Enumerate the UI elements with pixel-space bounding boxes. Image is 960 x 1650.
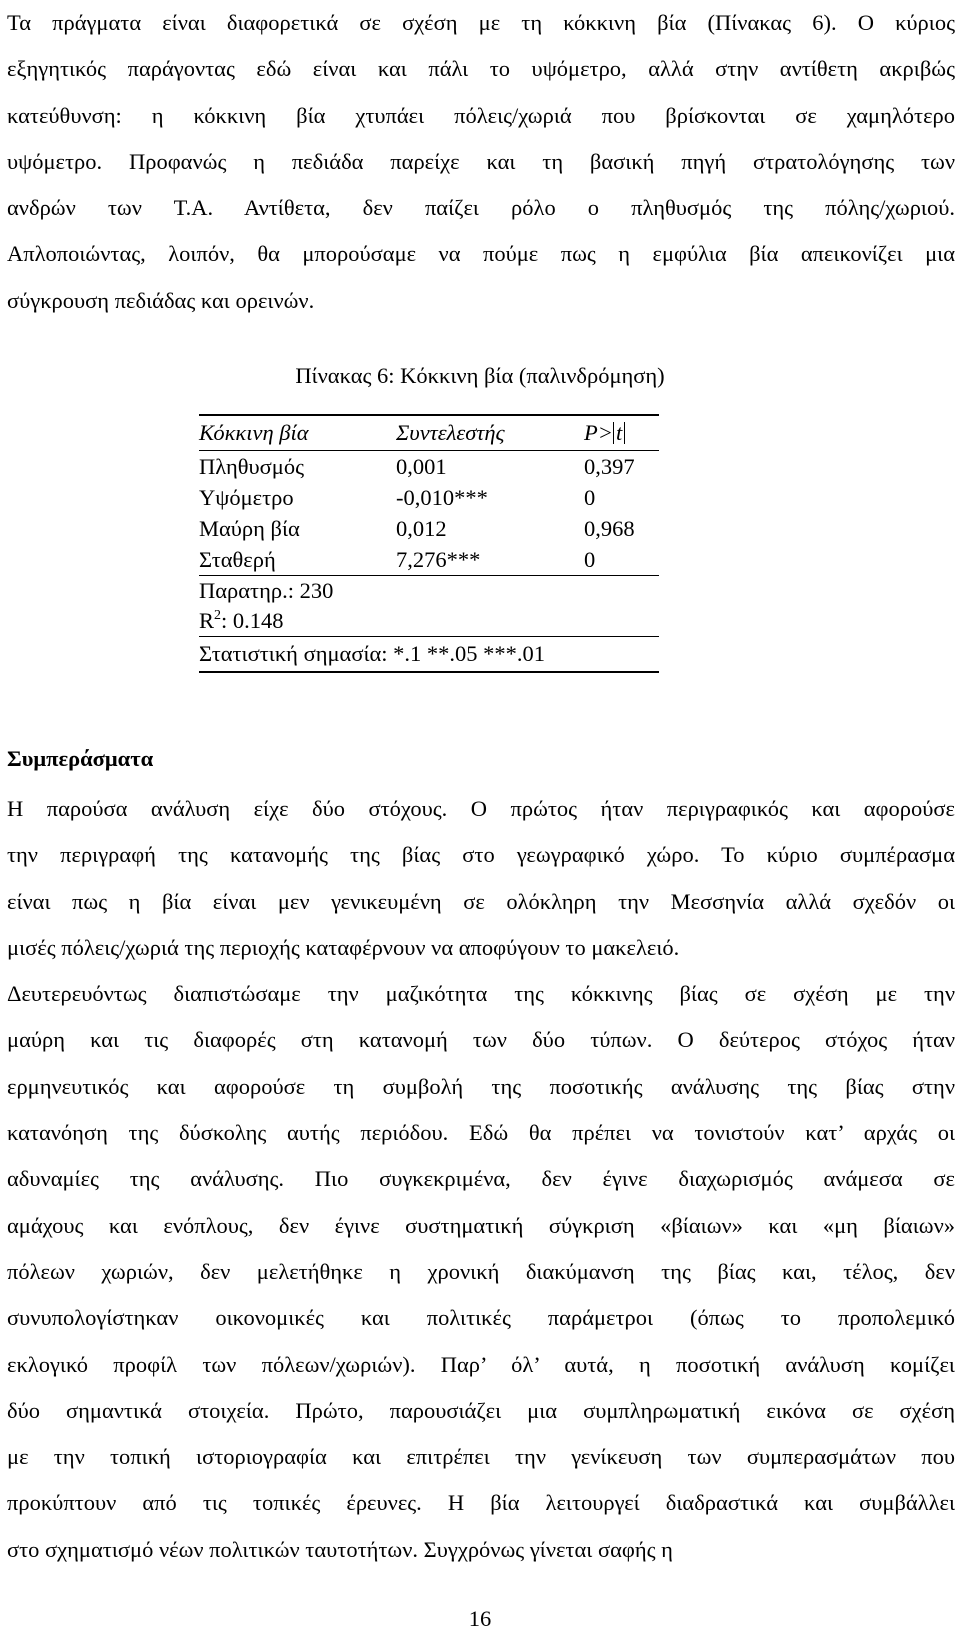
cell-p-value: 0,397 [584, 454, 635, 479]
text-line: προκύπτουν από τις τοπικές έρευνες. Η βία λειτουργεί διαδραστικά και συμβάλλει [7, 1490, 955, 1516]
significance-note: Στατιστική σημασία: *.1 **.05 ***.01 [199, 641, 546, 666]
table-header-row [199, 416, 659, 451]
cell-p-value: 0,968 [584, 516, 635, 541]
regression-table [199, 414, 659, 673]
header-p-t: t [613, 422, 625, 444]
cell-coefficient: 0,001 [396, 454, 447, 479]
table-row [199, 451, 659, 482]
header-p-value [584, 416, 625, 450]
text-line: Η παρούσα ανάλυση είχε δύο στόχους. Ο πρώτος ήταν περιγραφικός και αφορούσε [7, 796, 955, 821]
section-heading: Συμπεράσματα [7, 746, 154, 771]
table-row [199, 513, 659, 544]
text-line: δύο σημαντικά στοιχεία. Πρώτο, παρουσιάζει μια συμπληρωματική εικόνα σε σχέση [7, 1397, 955, 1423]
r-squared-superscript: 2 [214, 608, 222, 623]
text-line: σύγκρουση πεδιάδας και ορεινών. [7, 287, 315, 313]
cell-coefficient: 7,276*** [396, 547, 481, 572]
cell-variable: Πληθυσμός [199, 454, 304, 479]
text-line: ερμηνευτικός και αφορούσε τη συμβολή της ποσοτικής ανάλυσης της βίας στην [7, 1073, 955, 1099]
cell-coefficient: 0,012 [396, 516, 447, 541]
text-line: αμάχους και ενόπλους, δεν έγινε συστηματική σύγκριση «βίαιων» και «μη βίαιων» [7, 1212, 955, 1238]
intro-paragraph [7, 0, 955, 324]
table-row [199, 482, 659, 513]
cell-coefficient: -0,010*** [396, 485, 488, 510]
cell-p-value: 0 [584, 485, 596, 510]
r-squared-letter: R [199, 608, 215, 633]
text-line: αδυναμίες της ανάλυσης. Πιο συγκεκριμένα, δεν έγινε διαχωρισμός ανάμεσα σε [7, 1166, 955, 1192]
text-line: Απλοποιώντας, λοιπόν, θα μπορούσαμε να πούμε πως η εμφύλια βία απεικονίζει μια [7, 241, 955, 267]
text-line: με την τοπική ιστοριογραφία και επιτρέπει την γενίκευση των συμπερασμάτων που [7, 1444, 955, 1470]
text-line: εκλογικό προφίλ των πόλεων/χωριών). Παρ’ όλ’ αυτά, η ποσοτική ανάλυση κομίζει [7, 1351, 955, 1377]
cell-variable: Μαύρη βία [199, 516, 300, 541]
r-squared-value: : 0.148 [221, 608, 284, 633]
significance-row [199, 636, 659, 671]
header-variable: Κόκκινη βία [199, 420, 309, 445]
text-line: στο σχηματισμό νέων πολιτικών ταυτοτήτων. Συγχρόνως γίνεται σαφής η [7, 1536, 673, 1562]
r-squared-row [199, 606, 659, 636]
text-line: μαύρη και τις διαφορές στη κατανομή των δύο τύπων. Ο δεύτερος στόχος ήταν [7, 1027, 955, 1053]
r-squared-label [199, 606, 284, 636]
text-line: Δευτερευόντως διαπιστώσαμε την μαζικότητα της κόκκινης βίας σε σχέση με την [7, 981, 955, 1007]
cell-variable: Υψόμετρο [199, 485, 294, 510]
conclusions-paragraph [7, 786, 955, 1573]
header-p-prefix: P> [584, 420, 613, 445]
text-line: μισές πόλεις/χωριά της περιοχής καταφέρνουν να αποφύγουν το μακελειό. [7, 934, 680, 960]
text-line: εξηγητικός παράγοντας εδώ είναι και πάλι το υψόμετρο, αλλά στην αντίθετη ακριβώς [7, 56, 955, 82]
text-line: πόλεων χωριών, δεν μελετήθηκε η χρονική διακύμανση της βίας και, τέλος, δεν [7, 1258, 955, 1284]
table-caption: Πίνακας 6: Κόκκινη βία (παλινδρόμηση) [295, 363, 665, 388]
text-line: υψόμετρο. Προφανώς η πεδιάδα παρείχε και τη βασική πηγή στρατολόγησης των [7, 148, 955, 174]
text-line: είναι πως η βία είναι μεν γενικευμένη σε ολόκληρη την Μεσσηνία αλλά σχεδόν οι [7, 888, 955, 914]
cell-variable: Σταθερή [199, 547, 276, 572]
cell-p-value: 0 [584, 547, 596, 572]
text-line: ανδρών των Τ.Α. Αντίθετα, δεν παίζει ρόλο ο πληθυσμός της πόλης/χωριού. [7, 195, 955, 221]
header-coefficient: Συντελεστής [396, 420, 505, 445]
text-line: την περιγραφή της κατανομής της βίας στο γεωγραφικό χώρο. Το κύριο συμπέρασμα [7, 842, 955, 868]
text-line: κατεύθυνση: η κόκκινη βία χτυπάει πόλεις/χωριά που βρίσκονται σε χαμηλότερο [7, 102, 955, 128]
page-number: 16 [468, 1606, 492, 1631]
text-line: κατανόηση της δύσκολης αυτής περιόδου. Εδώ θα πρέπει να τονιστούν κατ’ αρχάς οι [7, 1120, 955, 1146]
table-row [199, 544, 659, 576]
observations-row [199, 576, 659, 606]
text-line: Τα πράγματα είναι διαφορετικά σε σχέση με τη κόκκινη βία (Πίνακας 6). Ο κύριος [7, 10, 955, 35]
text-line: συνυπολογίστηκαν οικονομικές και πολιτικές παράμετροι (όπως το προπολεμικό [7, 1305, 955, 1331]
observations-label: Παρατηρ.: 230 [199, 578, 334, 603]
